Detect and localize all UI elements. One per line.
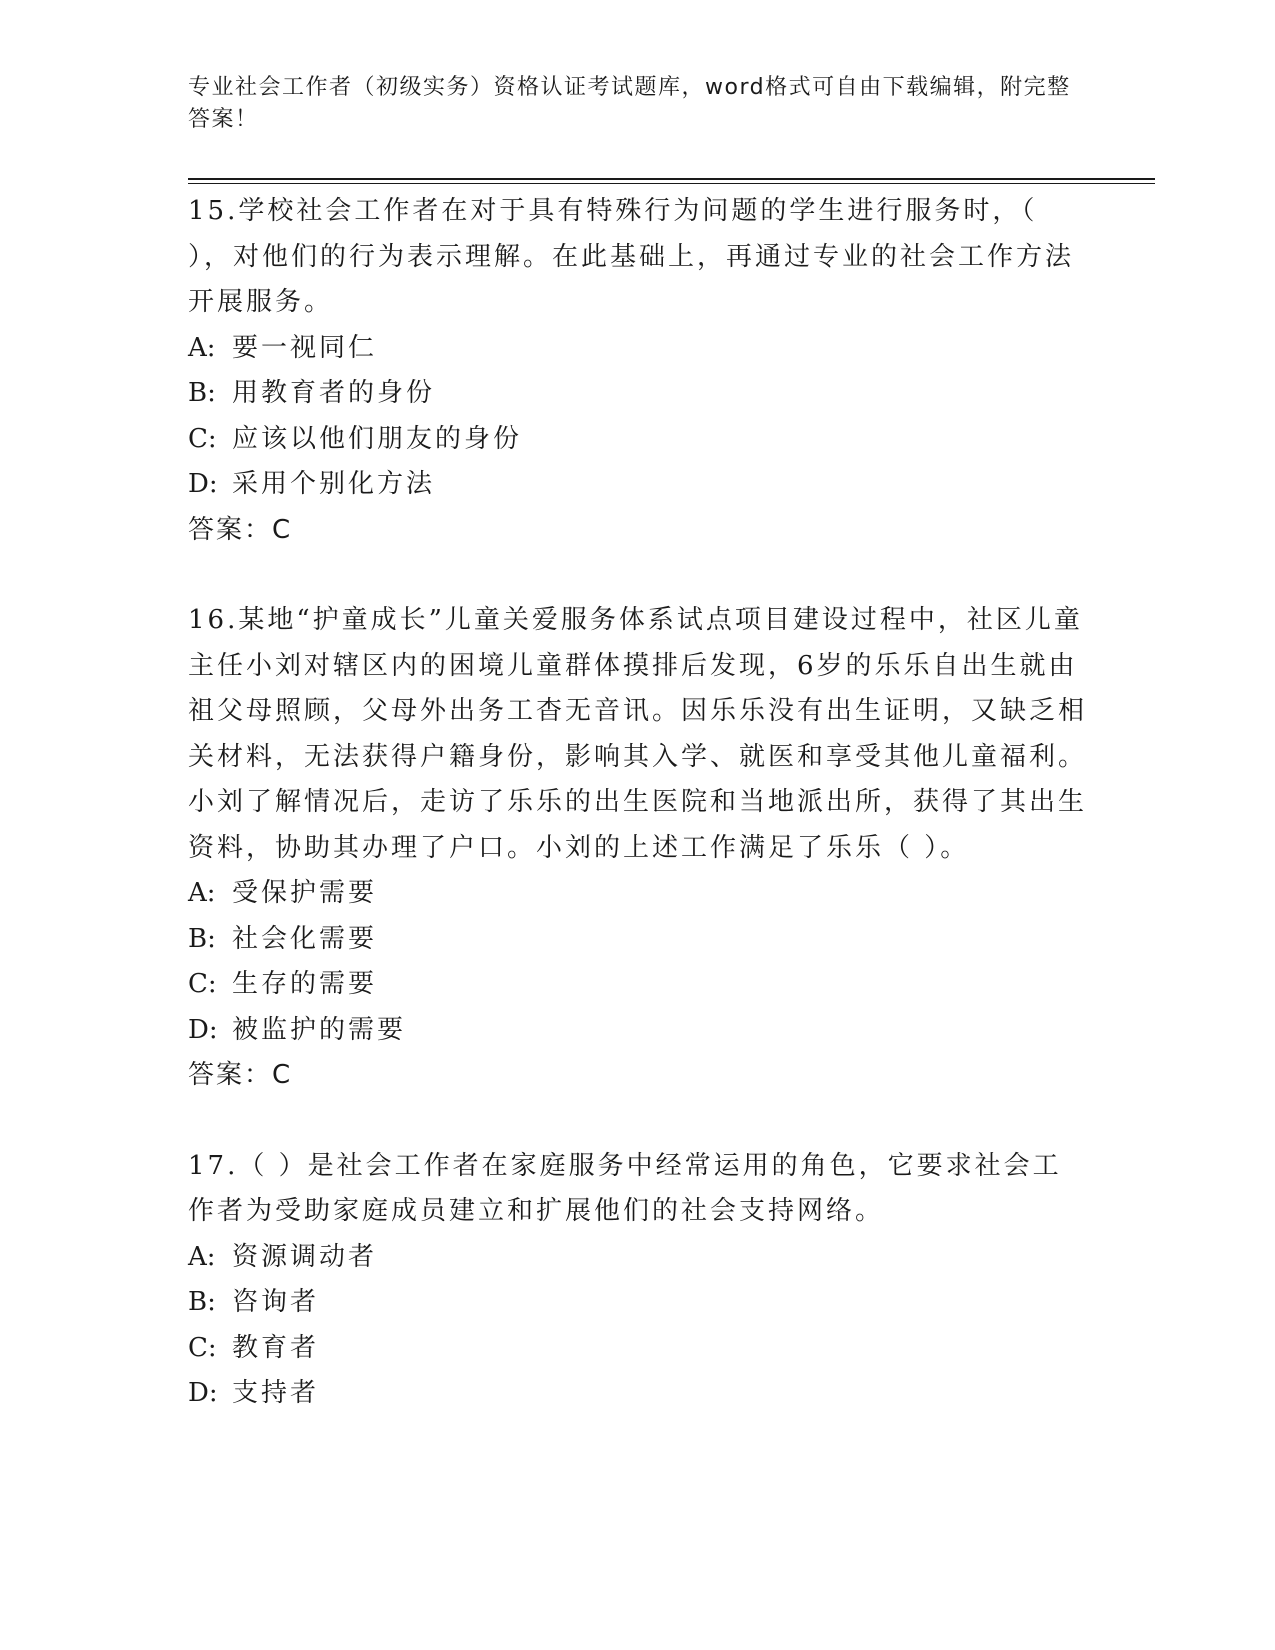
option-text: 教育者 (232, 1332, 320, 1363)
option-text: 被监护的需要 (232, 1014, 407, 1045)
option-d (188, 462, 1088, 508)
option-text: 要一视同仁 (232, 332, 378, 363)
header-divider-thin (188, 183, 1155, 184)
option-b (188, 1280, 1088, 1326)
question-stem: 17.（ ）是社会工作者在家庭服务中经常运用的角色，它要求社会工作者为受助家庭成员建立和扩展他们的社会支持网络。 (188, 1150, 1062, 1226)
option-letter: A: (188, 878, 216, 908)
spacer (188, 1099, 1088, 1144)
option-letter: D: (188, 1014, 218, 1045)
question-list (188, 189, 1088, 1417)
option-letter: A: (188, 1241, 216, 1272)
option-text: 生存的需要 (232, 969, 378, 999)
answer-line: 答案：C (188, 1060, 293, 1090)
option-letter: C: (188, 1332, 217, 1363)
header-text: 专业社会工作者（初级实务）资格认证考试题库，word格式可自由下载编辑，附完整答案！ (188, 75, 1071, 132)
option-text: 支持者 (232, 1378, 320, 1408)
option-text: 应该以他们朋友的身份 (232, 423, 523, 454)
page-header (188, 72, 1088, 136)
option-text: 社会化需要 (232, 923, 378, 954)
option-d (188, 1371, 1088, 1417)
question-stem: 15.学校社会工作者在对于具有特殊行为问题的学生进行服务时，（ ），对他们的行为表示理解。在此基础上，再通过专业的社会工作方法开展服务。 (188, 196, 1075, 317)
option-b (188, 917, 1088, 963)
option-letter: B: (188, 378, 216, 408)
option-c (188, 1326, 1088, 1372)
option-letter: C: (188, 423, 217, 454)
option-text: 采用个别化方法 (232, 469, 436, 499)
option-text: 资源调动者 (232, 1241, 378, 1272)
question-17 (188, 1144, 1088, 1417)
answer-line: 答案：C (188, 514, 293, 545)
option-letter: B: (188, 1287, 216, 1317)
option-text: 咨询者 (232, 1287, 320, 1317)
question-15 (188, 189, 1088, 553)
option-d (188, 1008, 1088, 1054)
option-letter: A: (188, 332, 216, 363)
header-divider-thick (188, 178, 1155, 180)
question-16 (188, 598, 1088, 1099)
option-letter: D: (188, 469, 218, 499)
option-text: 用教育者的身份 (232, 378, 436, 408)
question-stem: 16.某地“护童成长”儿童关爱服务体系试点项目建设过程中，社区儿童主任小刘对辖区内的困境儿童群体摸排后发现，6岁的乐乐自出生就由祖父母照顾，父母外出务工杳无音讯。因乐乐没有出生证明，又缺乏相关材料，无法获得户籍身份，影响其入学、就医和享受其他儿童福利。小刘了解情况后，走访了乐乐的出生医院和当地派出所，获得了其出生资料，协助其办理了户口。小刘的上述工作满足了乐乐（ ）。 (188, 605, 1088, 863)
option-letter: B: (188, 923, 216, 954)
option-letter: C: (188, 969, 217, 999)
option-b (188, 371, 1088, 417)
option-a (188, 871, 1088, 917)
option-a (188, 1235, 1088, 1281)
spacer (188, 553, 1088, 598)
option-c (188, 417, 1088, 463)
option-a (188, 326, 1088, 372)
option-letter: D: (188, 1378, 218, 1408)
option-c (188, 962, 1088, 1008)
option-text: 受保护需要 (232, 878, 378, 908)
